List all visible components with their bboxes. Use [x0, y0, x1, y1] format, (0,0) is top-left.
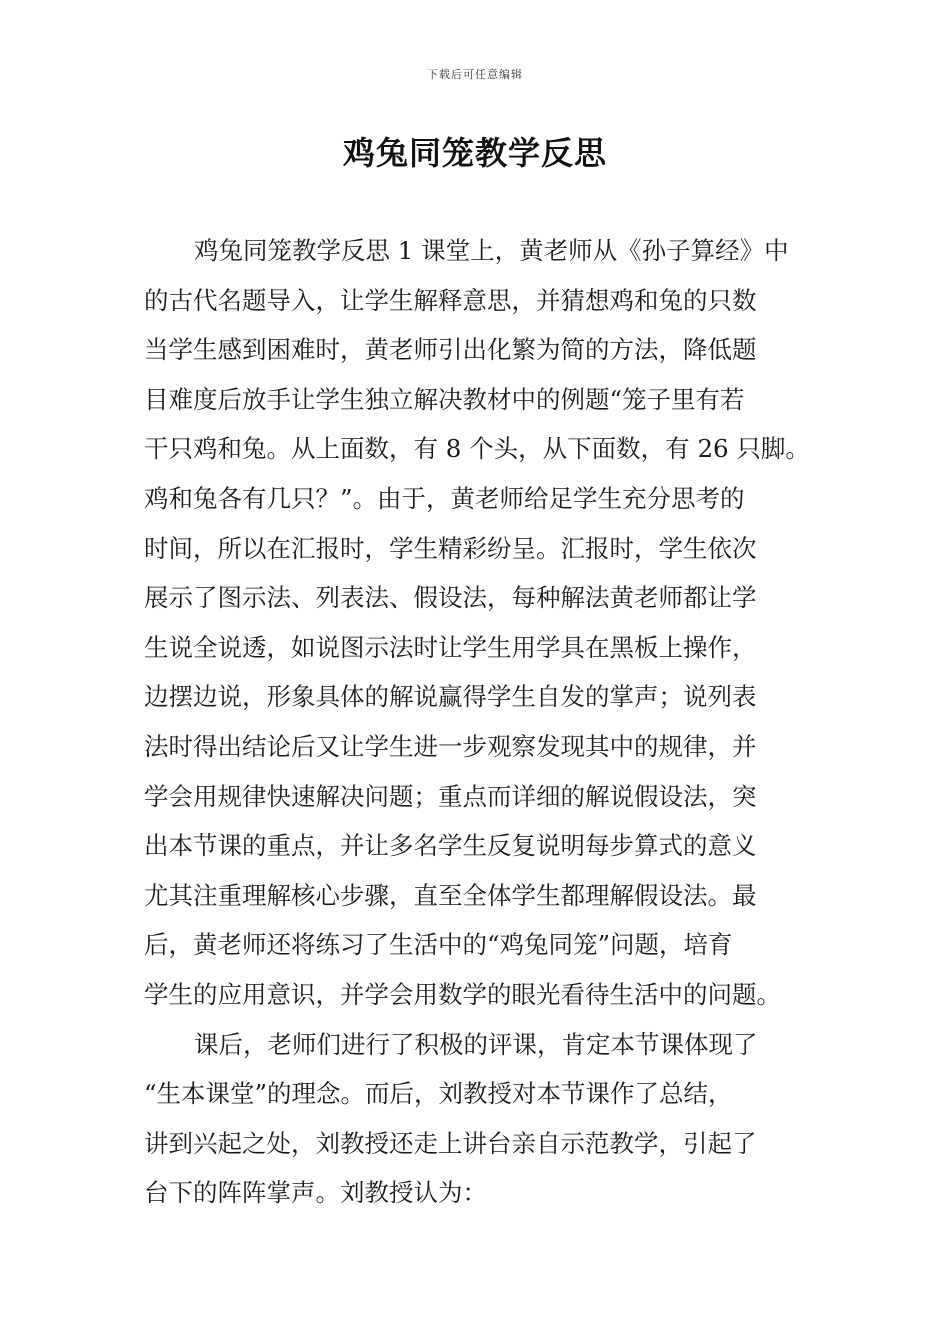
paragraph-1-line-16: 学生的应用意识，并学会用数学的眼光看待生活中的问题。	[144, 979, 781, 1009]
paragraph-2-line-1: 课后，老师们进行了积极的评课，肯定本节课体现了	[194, 1029, 758, 1059]
paragraph-2-line-4: 台下的阵阵掌声。刘教授认为：	[144, 1178, 487, 1208]
paragraph-1-line-13: 出本节课的重点，并让多名学生反复说明每步算式的意义	[144, 831, 757, 861]
header-note: 下载后可任意编辑	[427, 68, 523, 81]
paragraph-1-line-14: 尤其注重理解核心步骤，直至全体学生都理解假设法。最	[144, 880, 757, 910]
document-title: 鸡兔同笼教学反思	[342, 134, 607, 172]
paragraph-1-line-8: 展示了图示法、列表法、假设法，每种解法黄老师都让学	[144, 583, 757, 613]
paragraph-1-line-9: 生说全说透，如说图示法时让学生用学具在黑板上操作，	[144, 632, 757, 662]
paragraph-2-line-3: 讲到兴起之处，刘教授还走上讲台亲自示范教学，引起了	[144, 1128, 757, 1158]
paragraph-1-line-5: 干只鸡和兔。从上面数，有 8 个头，从下面数，有 26 只脚。	[144, 434, 810, 464]
paragraph-1-line-10: 边摆边说，形象具体的解说赢得学生自发的掌声；说列表	[144, 682, 757, 712]
paragraph-1-line-12: 学会用规律快速解决问题；重点而详细的解说假设法，突	[144, 781, 757, 811]
paragraph-1-line-15: 后，黄老师还将练习了生活中的“鸡兔同笼”问题，培育	[144, 930, 733, 960]
paragraph-1-line-6: 鸡和兔各有几只？”。由于，黄老师给足学生充分思考的	[144, 483, 745, 513]
paragraph-2-line-2: “生本课堂”的理念。而后，刘教授对本节课作了总结，	[144, 1079, 733, 1109]
paragraph-1-line-2: 的古代名题导入，让学生解释意思，并猜想鸡和兔的只数	[144, 285, 757, 315]
paragraph-1-line-3: 当学生感到困难时，黄老师引出化繁为简的方法，降低题	[144, 335, 757, 365]
paragraph-1-line-4: 目难度后放手让学生独立解决教材中的例题“笼子里有若	[144, 384, 745, 414]
paragraph-1-line-1: 鸡兔同笼教学反思 1 课堂上，黄老师从《孙子算经》中	[194, 236, 789, 265]
paragraph-1-line-11: 法时得出结论后又让学生进一步观察发现其中的规律，并	[144, 731, 757, 761]
paragraph-1-line-7: 时间，所以在汇报时，学生精彩纷呈。汇报时，学生依次	[144, 533, 757, 563]
document-body	[144, 226, 810, 1218]
